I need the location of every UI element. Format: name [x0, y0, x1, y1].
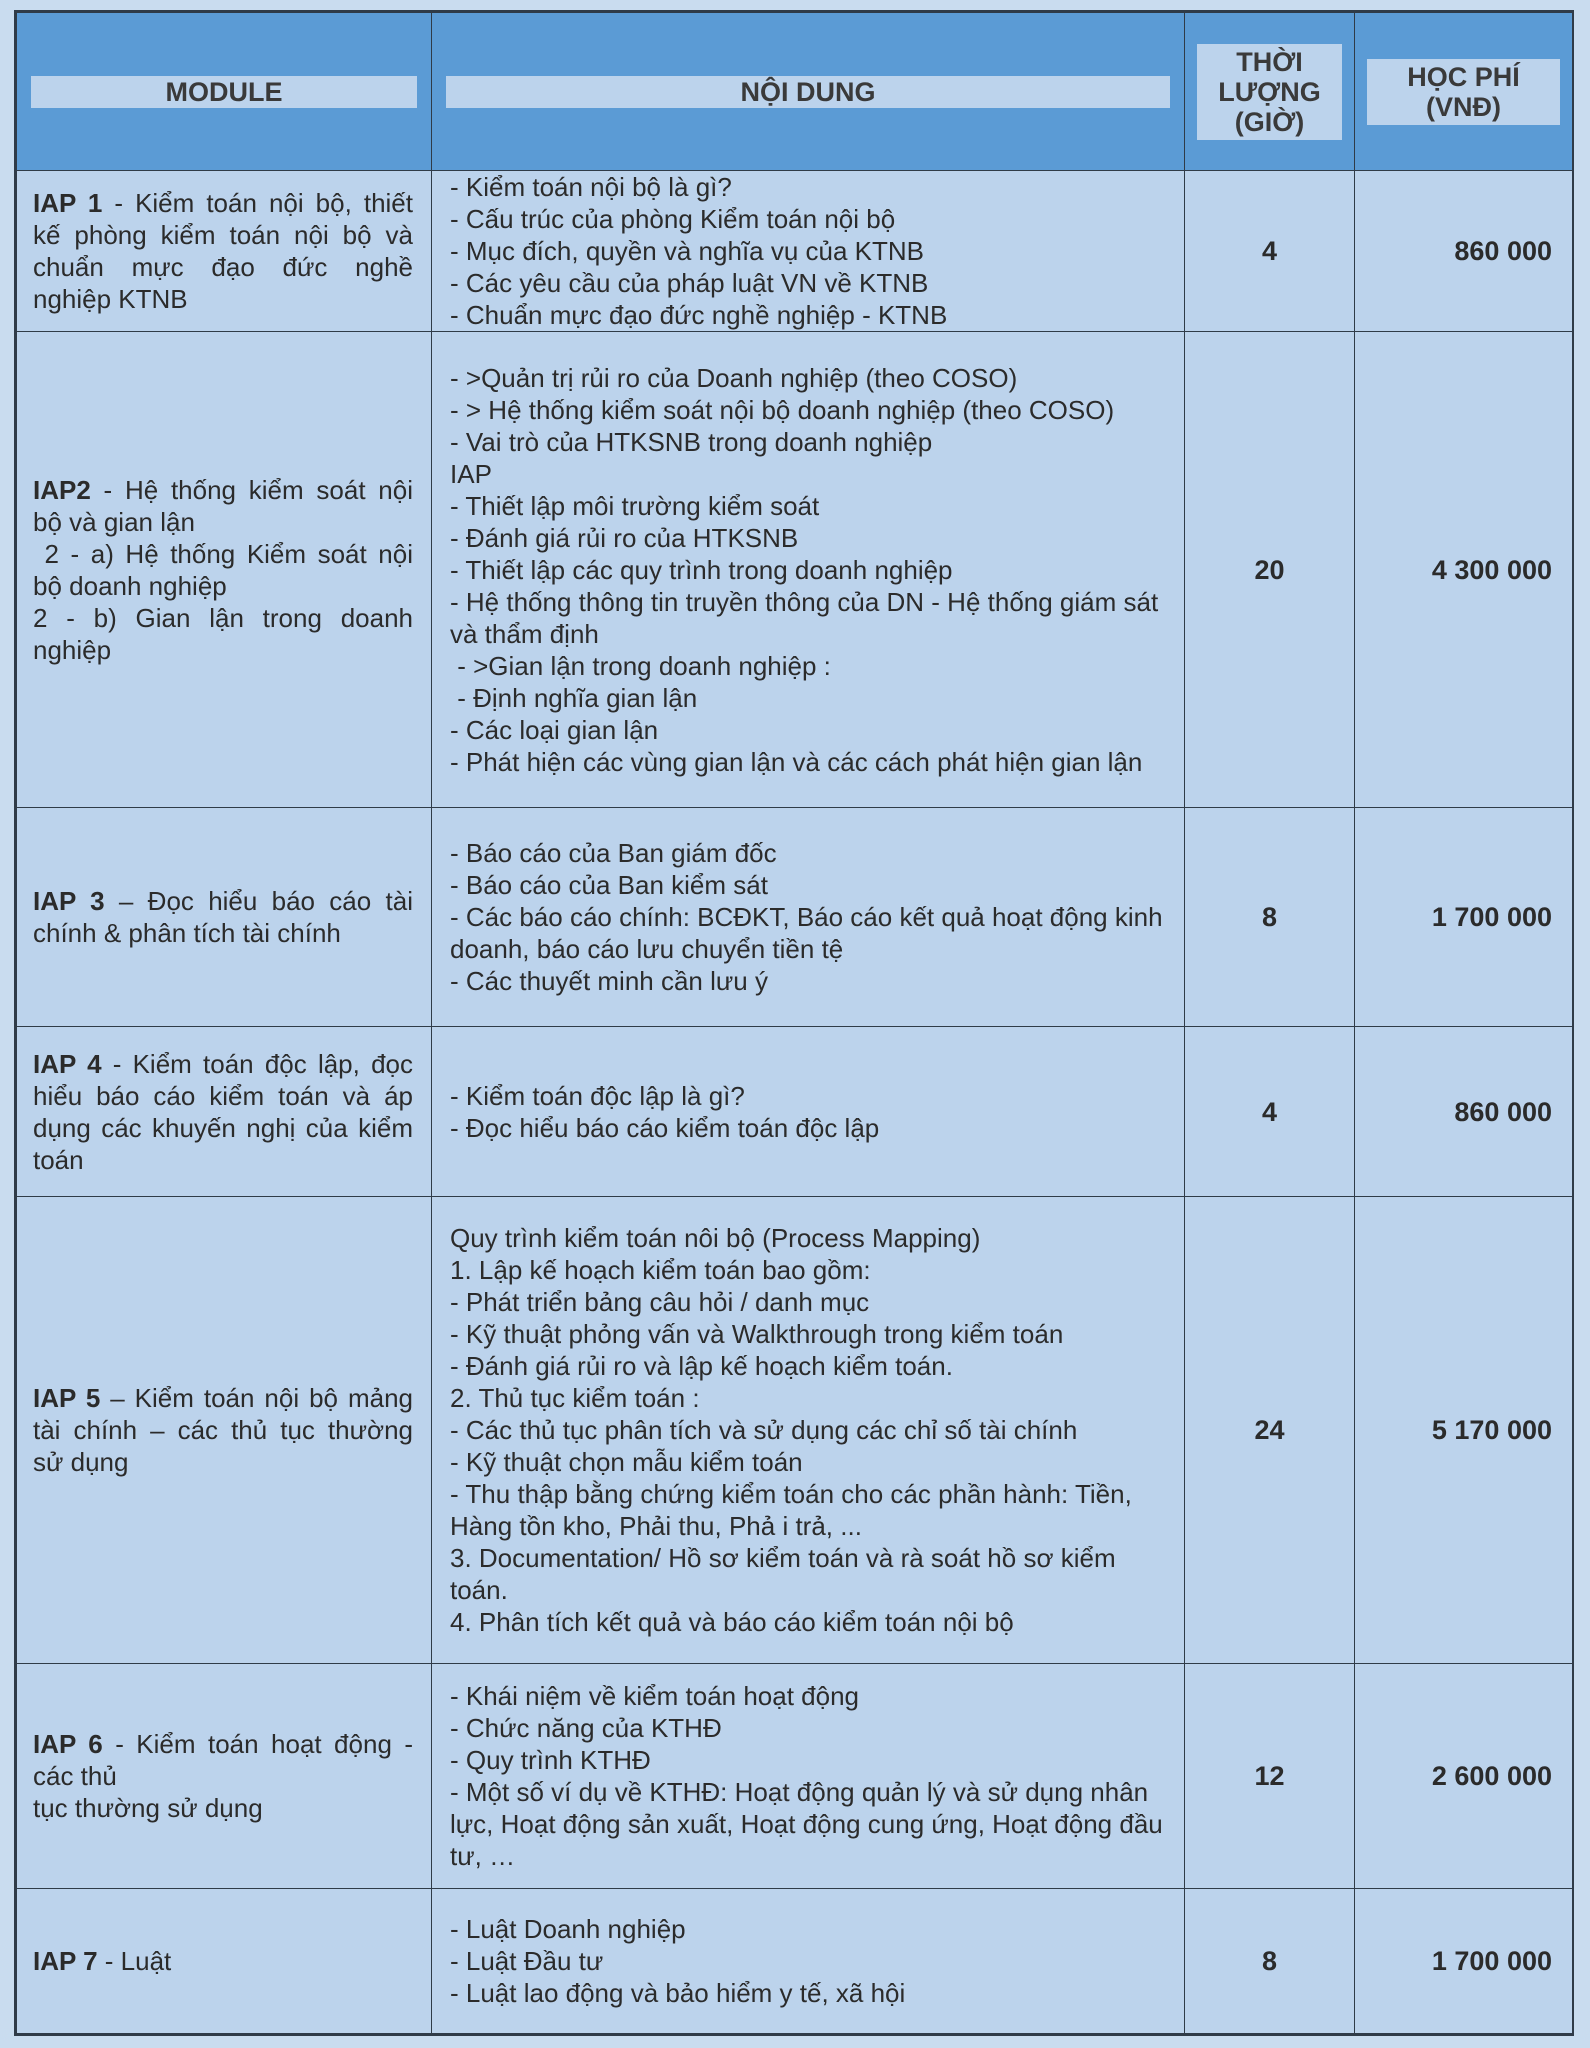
content-cell — [432, 171, 1185, 332]
module-code: IAP 5 — [33, 1383, 101, 1413]
hours-cell: 4 — [1185, 171, 1355, 332]
content-line: - Kiểm toán độc lập là gì? — [450, 1080, 745, 1111]
content-cell — [432, 808, 1185, 1027]
hours-cell: 4 — [1185, 1027, 1355, 1197]
content-line: - Chức năng của KTHĐ — [450, 1713, 722, 1743]
module-title: - Kiểm toán hoạt động - các thủ tục thường sử dụng — [33, 1729, 413, 1823]
header-content-label: NỘI DUNG — [446, 76, 1170, 108]
header-module-label: MODULE — [31, 76, 417, 108]
table-row — [17, 1027, 1573, 1197]
table-row — [17, 1664, 1573, 1889]
content-line: - Các yêu cầu của pháp luật VN về KTNB — [450, 268, 929, 298]
content-line: - Các thuyết minh cần lưu ý — [450, 966, 768, 996]
fee-cell: 860 000 — [1355, 1027, 1573, 1197]
content-line: - Khái niệm về kiểm toán hoạt động — [450, 1681, 860, 1711]
table-row — [17, 332, 1573, 808]
module-code: IAP 3 — [33, 886, 105, 916]
module-title: - Luật — [97, 1946, 172, 1976]
table-row — [17, 1889, 1573, 2034]
module-cell — [17, 1664, 432, 1889]
content-line: - Mục đích, quyền và nghĩa vụ của KTNB — [450, 236, 925, 266]
content-line: - Kiểm toán nội bộ là gì? — [450, 172, 732, 202]
content-line: - Đọc hiểu báo cáo kiểm toán độc lập — [450, 1112, 880, 1143]
content-line: - >Quản trị rủi ro của Doanh nghiệp (theo COSO) — [450, 362, 1018, 393]
content-line: - Chuẩn mực đạo đức nghề nghiệp - KTNB — [450, 300, 948, 330]
header-hours-label: THỜI LƯỢNG (GIỜ) — [1197, 44, 1342, 140]
content-line: - Một số ví dụ về KTHĐ: Hoạt động quản lý và sử dụng nhân lực, Hoạt động sản xuất, Hoạt động cung ứng, Hoạt động đầu tư, … — [450, 1777, 1170, 1871]
module-code: IAP 1 — [33, 188, 103, 218]
fee-cell: 2 600 000 — [1355, 1664, 1573, 1889]
content-cell — [432, 1027, 1185, 1197]
content-line: - Luật Doanh nghiệp — [450, 1914, 686, 1944]
course-table-container — [14, 10, 1574, 2036]
content-line: - Kỹ thuật phỏng vấn và Walkthrough trong kiểm toán — [450, 1319, 1064, 1349]
content-line: IAP — [450, 458, 492, 489]
content-line: - Kỹ thuật chọn mẫu kiểm toán — [450, 1447, 803, 1477]
module-cell — [17, 332, 432, 808]
table-row — [17, 808, 1573, 1027]
module-cell — [17, 171, 432, 332]
content-line: - Phát hiện các vùng gian lận và các cách phát hiện gian lận — [450, 746, 1143, 777]
content-line: - Vai trò của HTKSNB trong doanh nghiệp — [450, 426, 933, 457]
content-line: 3. Documentation/ Hồ sơ kiểm toán và rà soát hồ sơ kiểm toán. — [450, 1543, 1123, 1605]
module-cell — [17, 808, 432, 1027]
content-line: - Cấu trúc của phòng Kiểm toán nội bộ — [450, 204, 896, 234]
hours-cell: 8 — [1185, 808, 1355, 1027]
module-title: – Đọc hiểu báo cáo tài chính & phân tích tài chính — [33, 886, 413, 948]
content-line: - Đánh giá rủi ro và lập kế hoạch kiểm toán. — [450, 1351, 953, 1381]
hours-cell: 24 — [1185, 1197, 1355, 1664]
content-line: - > Hệ thống kiểm soát nội bộ doanh nghiệp (theo COSO) — [450, 394, 1115, 425]
module-code: IAP2 — [33, 474, 91, 505]
module-cell — [17, 1027, 432, 1197]
content-line: - Các loại gian lận — [450, 714, 659, 745]
module-code: IAP 4 — [33, 1048, 102, 1079]
fee-cell: 5 170 000 — [1355, 1197, 1573, 1664]
content-line: Quy trình kiểm toán nôi bộ (Process Mapping) — [450, 1223, 981, 1253]
hours-cell: 12 — [1185, 1664, 1355, 1889]
module-title: - Kiểm toán nội bộ, thiết kế phòng kiểm toán nội bộ và chuẩn mực đạo đức nghề nghiệp KTNB — [33, 188, 413, 314]
content-line: 4. Phân tích kết quả và báo cáo kiểm toán nội bộ — [450, 1607, 1014, 1637]
content-line: - >Gian lận trong doanh nghiệp : — [450, 650, 831, 681]
content-cell — [432, 1664, 1185, 1889]
content-line: - Quy trình KTHĐ — [450, 1745, 651, 1775]
fee-cell: 1 700 000 — [1355, 1889, 1573, 2034]
course-fee-table — [16, 12, 1573, 2034]
content-line: - Báo cáo của Ban kiểm sát — [450, 870, 768, 900]
header-fee-label: HỌC PHÍ (VNĐ) — [1367, 59, 1560, 125]
content-line: - Thiết lập môi trường kiểm soát — [450, 490, 820, 521]
header-content — [432, 13, 1185, 171]
content-line: - Luật Đầu tư — [450, 1946, 604, 1976]
content-line: - Thiết lập các quy trình trong doanh nghiệp — [450, 554, 953, 585]
table-header-row — [17, 13, 1573, 171]
content-cell — [432, 1197, 1185, 1664]
content-line: - Thu thập bằng chứng kiểm toán cho các phần hành: Tiền, Hàng tồn kho, Phải thu, Phả i trả, ... — [450, 1479, 1140, 1541]
module-cell — [17, 1889, 432, 2034]
content-line: 2. Thủ tục kiểm toán : — [450, 1383, 700, 1413]
module-code: IAP 7 — [33, 1946, 98, 1976]
content-line: - Các thủ tục phân tích và sử dụng các chỉ số tài chính — [450, 1415, 1078, 1445]
content-line: - Hệ thống thông tin truyền thông của DN - Hệ thống giám sát và thẩm định — [450, 586, 1166, 649]
header-module — [17, 13, 432, 171]
content-cell — [432, 332, 1185, 808]
table-row — [17, 1197, 1573, 1664]
module-title: – Kiểm toán nội bộ mảng tài chính – các thủ tục thường sử dụng — [33, 1383, 413, 1477]
content-line: - Định nghĩa gian lận — [450, 682, 698, 713]
content-line: - Luật lao động và bảo hiểm y tế, xã hội — [450, 1978, 906, 2008]
hours-cell: 8 — [1185, 1889, 1355, 2034]
header-fee — [1355, 13, 1573, 171]
module-title: - Kiểm toán độc lập, đọc hiểu báo cáo kiểm toán và áp dụng các khuyến nghị của kiểm toán — [33, 1048, 413, 1175]
content-line: 1. Lập kế hoạch kiểm toán bao gồm: — [450, 1255, 871, 1285]
content-line: - Đánh giá rủi ro của HTKSNB — [450, 522, 799, 553]
fee-cell: 860 000 — [1355, 171, 1573, 332]
fee-cell: 4 300 000 — [1355, 332, 1573, 808]
content-cell — [432, 1889, 1185, 2034]
header-hours — [1185, 13, 1355, 171]
module-code: IAP 6 — [33, 1729, 103, 1759]
module-cell — [17, 1197, 432, 1664]
fee-cell: 1 700 000 — [1355, 808, 1573, 1027]
content-line: - Phát triển bảng câu hỏi / danh mục — [450, 1287, 870, 1317]
content-line: - Các báo cáo chính: BCĐKT, Báo cáo kết quả hoạt động kinh doanh, báo cáo lưu chuyển tiền tệ — [450, 902, 1170, 964]
module-title: - Hệ thống kiểm soát nội bộ và gian lận 2 - a) Hệ thống Kiểm soát nội bộ doanh nghiệp 2 - b) Gian lận trong doanh nghiệp — [33, 474, 413, 665]
hours-cell: 20 — [1185, 332, 1355, 808]
content-line: - Báo cáo của Ban giám đốc — [450, 838, 777, 868]
table-row — [17, 171, 1573, 332]
